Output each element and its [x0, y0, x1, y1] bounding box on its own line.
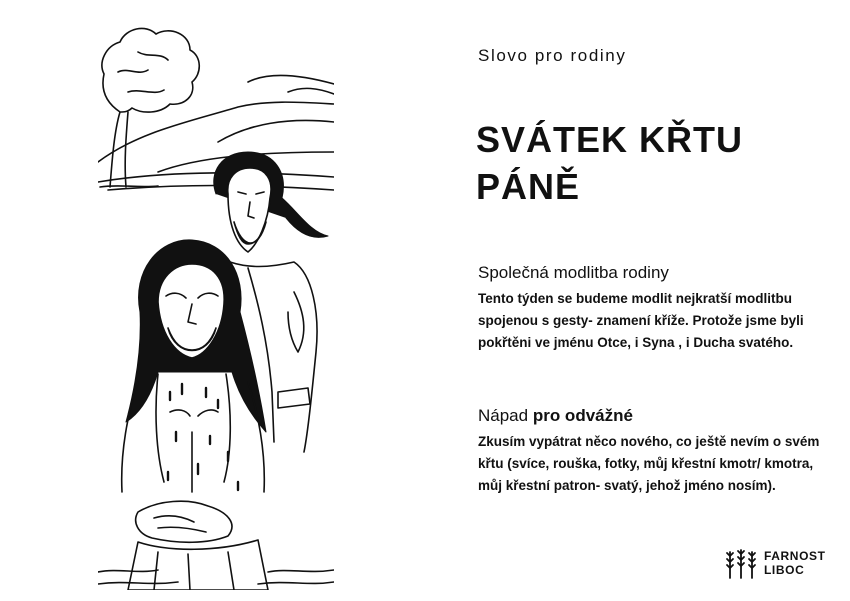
- page-title: SVÁTEK KŘTU PÁNĚ: [476, 119, 744, 207]
- section-heading-bold: pro odvážné: [532, 406, 633, 425]
- baptism-of-christ-illustration: [98, 12, 334, 590]
- parish-name-line1: FARNOST: [764, 549, 826, 563]
- kicker-text: Slovo pro rodiny: [478, 46, 627, 65]
- parish-name-line2: LIBOC: [764, 563, 805, 577]
- parish-name: [764, 549, 826, 577]
- section-body: Zkusím vypátrat něco nového, co ještě nevím o svém křtu (svíce, rouška, fotky, můj křestní kmotr/ kmotra, můj křestní patron- svatý, jehož jméno nosím).: [478, 434, 820, 493]
- parish-logo: [724, 546, 826, 580]
- section-heading-normal: Nápad: [478, 406, 533, 425]
- section-heading: Společná modlitba rodiny: [478, 263, 669, 282]
- section-heading: [478, 405, 823, 427]
- section-family-prayer: [478, 262, 823, 354]
- section-body: Tento týden se budeme modlit nejkratší modlitbu spojenou s gesty- znamení kříže. Protože jsme byli pokřtěni ve jménu Otce, i Syna , i Ducha svatého.: [478, 291, 804, 350]
- wheat-stalks-icon: [724, 546, 758, 580]
- baptism-illustration: [98, 12, 334, 590]
- section-idea-for-brave: [478, 405, 823, 497]
